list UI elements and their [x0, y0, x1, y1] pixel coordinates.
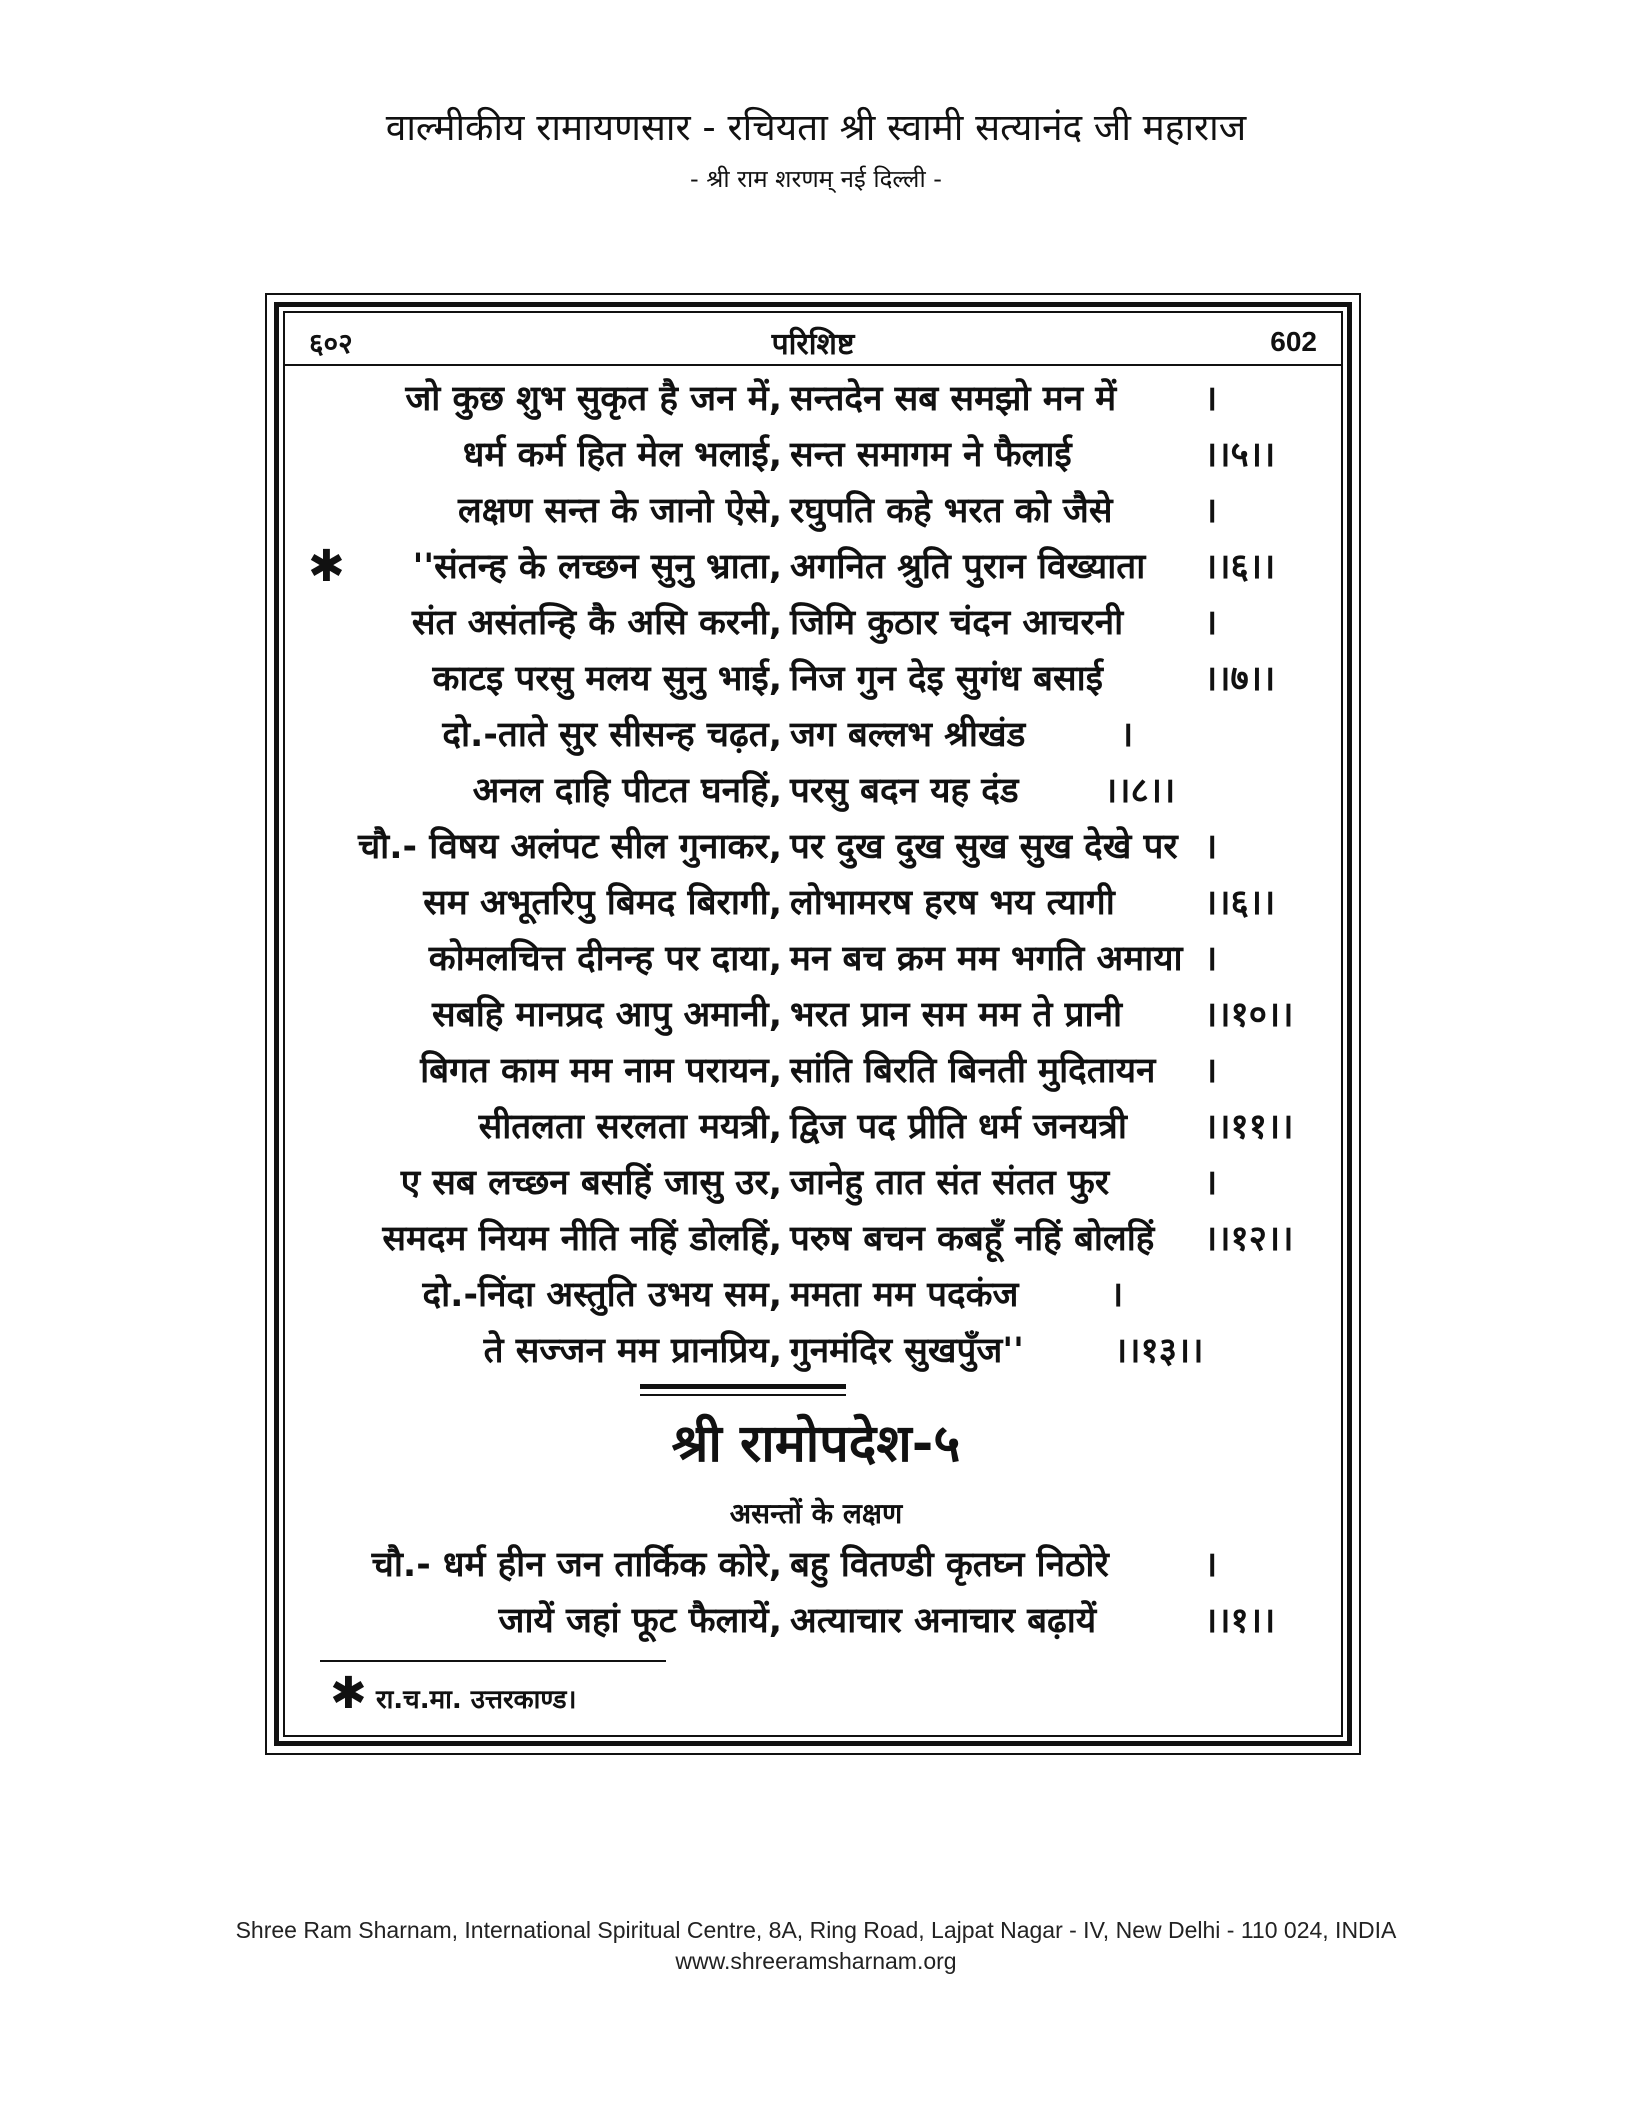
- verse-second-half: पर दुख दुख सुख सुख देखे पर: [790, 827, 1178, 867]
- verse-number: ।।११।।: [1204, 1107, 1294, 1147]
- verse-second-half: निज गुन देइ सुगंध बसाई: [790, 659, 1103, 699]
- verse-line: [0, 934, 1632, 984]
- verse-line: [0, 878, 1632, 928]
- verse-second-half: भरत प्रान सम मम ते प्रानी: [790, 995, 1123, 1035]
- verse-second-half: अत्याचार अनाचार बढ़ायें: [790, 1601, 1097, 1641]
- verse-second-half: मन बच क्रम मम भगति अमाया: [790, 939, 1183, 979]
- verse-second-half: परुष बचन कबहूँ नहिं बोलहिं: [790, 1219, 1155, 1259]
- verse-second-half: लोभामरष हरष भय त्यागी: [790, 883, 1115, 923]
- verse-first-half: ते सज्जन मम प्रानप्रिय,: [483, 1331, 782, 1371]
- document-header-title: वाल्मीकीय रामायणसार - रचियता श्री स्वामी सत्यानंद जी महाराज: [385, 106, 1247, 149]
- verse-number: ।।१३।।: [1114, 1331, 1204, 1371]
- verse-second-half: जिमि कुठार चंदन आचरनी: [790, 603, 1124, 643]
- verse-first-half: चौ.- धर्म हीन जन तार्किक कोरे,: [371, 1545, 782, 1585]
- verse-first-half: अनल दाहि पीटत घनहिं,: [472, 771, 782, 811]
- verse-line: [0, 822, 1632, 872]
- verse-line: [0, 1596, 1632, 1646]
- verse-number: ।।१०।।: [1204, 995, 1294, 1035]
- section-heading: परिशिष्ट: [771, 327, 855, 362]
- verse-first-half: संत असंतन्हि कै असि करनी,: [411, 603, 782, 643]
- page-number: 602: [1270, 326, 1317, 357]
- verse-number: ।: [1204, 1051, 1218, 1091]
- verse-line: [0, 1540, 1632, 1590]
- verse-first-half: सीतलता सरलता मयत्री,: [478, 1107, 782, 1147]
- verse-first-half: सम अभूतरिपु बिमद बिरागी,: [423, 883, 782, 923]
- verse-first-half: जो कुछ शुभ सुकृत है जन में,: [405, 379, 782, 419]
- verse-second-half: जग बल्लभ श्रीखंड: [790, 715, 1026, 755]
- verse-line: [0, 374, 1632, 424]
- footnote-marker: ✱: [308, 541, 345, 592]
- verse-line: [0, 1326, 1632, 1376]
- verse-line: [0, 654, 1632, 704]
- footnote: [330, 1668, 576, 1719]
- verse-number: ।: [1204, 491, 1218, 531]
- verse-number: ।।६।।: [1204, 883, 1276, 923]
- verse-first-half: ''संतन्ह के लच्छन सुनु भ्राता,: [412, 547, 782, 587]
- verse-first-half: चौ.- विषय अलंपट सील गुनाकर,: [357, 827, 782, 867]
- verse-second-half: रघुपति कहे भरत को जैसे: [790, 491, 1113, 531]
- verse-number: ।: [1204, 939, 1218, 979]
- verse-number: ।।१२।।: [1204, 1219, 1294, 1259]
- verse-line: [0, 1214, 1632, 1264]
- verse-number: ।: [1204, 827, 1218, 867]
- verse-number: ।: [1204, 603, 1218, 643]
- verse-second-half: ममता मम पदकंज: [790, 1275, 1019, 1315]
- verse-second-half: परसु बदन यह दंड: [790, 771, 1019, 811]
- verse-number: ।: [1110, 1275, 1124, 1315]
- verse-line: [0, 1270, 1632, 1320]
- verse-second-half: सांति बिरति बिनती मुदितायन: [790, 1051, 1156, 1091]
- verse-number: ।: [1120, 715, 1134, 755]
- document-header-subtitle: - श्री राम शरणम् नई दिल्ली -: [690, 165, 942, 193]
- verse-first-half: काटइ परसु मलय सुनु भाई,: [432, 659, 782, 699]
- verse-number: ।।५।।: [1204, 435, 1276, 475]
- verse-second-half: गुनमंदिर सुखपुँज'': [790, 1331, 1024, 1371]
- verse-line: [0, 1158, 1632, 1208]
- verse-first-half: जायें जहां फूट फैलायें,: [498, 1601, 782, 1641]
- verse-line: [0, 542, 1632, 592]
- verse-line: [0, 990, 1632, 1040]
- verse-line: [0, 1046, 1632, 1096]
- verse-number: ।: [1204, 1163, 1218, 1203]
- verse-line: [0, 1102, 1632, 1152]
- section-title: श्री रामोपदेश-५: [671, 1414, 961, 1474]
- verse-second-half: द्विज पद प्रीति धर्म जनयत्री: [790, 1107, 1127, 1147]
- verse-line: [0, 486, 1632, 536]
- verse-line: [0, 710, 1632, 760]
- running-head: [283, 316, 1343, 366]
- asterisk-icon: ✱: [330, 1668, 367, 1719]
- verse-second-half: सन्त समागम ने फैलाई: [790, 435, 1072, 475]
- verse-number: ।।६।।: [1204, 547, 1276, 587]
- footnote-rule: [320, 1660, 666, 1662]
- title-rule-thick: [640, 1384, 846, 1389]
- verse-number: ।।८।।: [1104, 771, 1176, 811]
- verse-number: ।।१।।: [1204, 1601, 1276, 1641]
- verse-first-half: ए सब लच्छन बसहिं जासु उर,: [400, 1163, 782, 1203]
- verse-first-half: समदम नियम नीति नहिं डोलहिं,: [382, 1219, 782, 1259]
- verse-second-half: अगनित श्रुति पुरान विख्याता: [790, 547, 1146, 587]
- verse-line: [0, 430, 1632, 480]
- verse-first-half: दो.-ताते सुर सीसन्ह चढ़त,: [442, 715, 782, 755]
- running-head-rule: [283, 364, 1343, 366]
- verse-first-half: धर्म कर्म हित मेल भलाई,: [462, 435, 782, 475]
- verse-number: ।: [1204, 1545, 1218, 1585]
- footnote-text: रा.च.मा. उत्तरकाण्ड।: [375, 1685, 577, 1715]
- verse-line: [0, 766, 1632, 816]
- verse-second-half: सन्तदेन सब समझो मन में: [790, 379, 1117, 419]
- verse-first-half: सबहि मानप्रद आपु अमानी,: [432, 995, 782, 1035]
- verse-second-half: जानेहु तात संत संतत फुर: [790, 1163, 1110, 1203]
- footer-website: www.shreeramsharnam.org: [675, 1948, 957, 1974]
- verse-first-half: दो.-निंदा अस्तुति उभय सम,: [422, 1275, 782, 1315]
- verse-first-half: लक्षण सन्त के जानो ऐसे,: [458, 491, 782, 531]
- page-number-devanagari: ६०२: [309, 327, 353, 360]
- title-rule-thin: [640, 1394, 846, 1396]
- verse-first-half: बिगत काम मम नाम परायन,: [420, 1051, 782, 1091]
- verse-second-half: बहु वितण्डी कृतघ्न निठोरे: [790, 1545, 1109, 1585]
- footer-address: Shree Ram Sharnam, International Spiritual Centre, 8A, Ring Road, Lajpat Nagar - IV, New Delhi - 110 024, INDIA: [235, 1917, 1397, 1943]
- verse-first-half: कोमलचित्त दीनन्ह पर दाया,: [428, 939, 782, 979]
- section-subtitle: असन्तों के लक्षण: [729, 1497, 903, 1530]
- verse-number: ।।७।।: [1204, 659, 1276, 699]
- verse-line: [0, 598, 1632, 648]
- verse-number: ।: [1204, 379, 1218, 419]
